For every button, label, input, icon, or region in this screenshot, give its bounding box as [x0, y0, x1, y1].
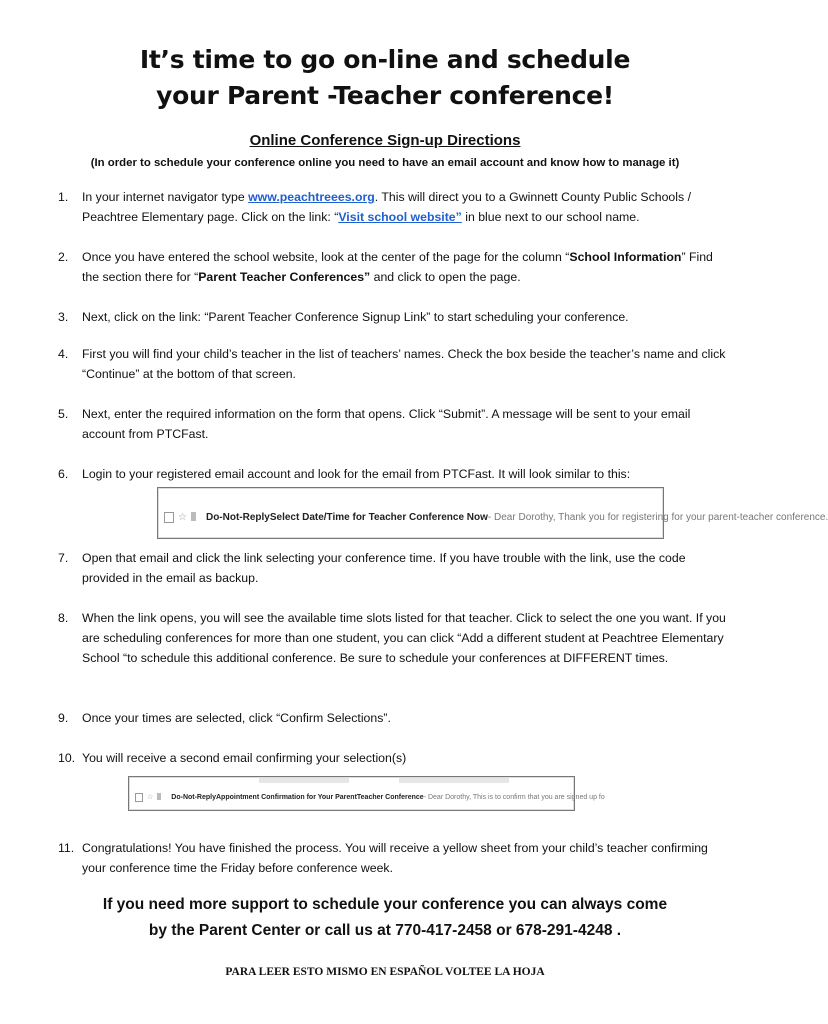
step-number: 11.: [58, 841, 75, 855]
school-information-label: School Information: [569, 250, 682, 264]
step-3: [58, 307, 728, 327]
step-number: 4.: [58, 347, 69, 361]
requirements-note: (In order to schedule your conference online you need to have an email account and know how to manage it): [90, 157, 680, 169]
step-5: [58, 404, 728, 444]
step-text: [82, 187, 728, 227]
step-text-part: . This will direct you to a Gwinnett County Public Schools / Peachtree Elementary page. Click on the link: “: [82, 190, 691, 224]
step-text-part: and click to open the page.: [370, 270, 521, 284]
peachtree-website-link[interactable]: www.peachtreees.org: [248, 190, 375, 204]
support-message-line-2: by the Parent Center or call us at 770-417-2458 or 678-291-4248 .: [148, 922, 622, 939]
email-row: [129, 790, 605, 804]
step-11: [58, 838, 728, 878]
step-7: [58, 548, 728, 588]
step-4: [58, 344, 728, 384]
step-number: 9.: [58, 711, 69, 725]
email-subject: Select Date/Time for Teacher Conference Now: [269, 511, 488, 523]
parent-teacher-conferences-label: Parent Teacher Conferences”: [198, 270, 371, 284]
step-text-part: ” Find the section there for “: [82, 250, 713, 284]
email-sender: Do-Not-Reply: [171, 793, 216, 801]
step-2: [58, 247, 728, 287]
email-row: [158, 508, 828, 526]
step-number: 8.: [58, 611, 69, 625]
section-heading: Online Conference Sign-up Directions: [249, 132, 521, 149]
step-text: You will receive a second email confirming your selection(s): [82, 751, 407, 765]
step-number: 7.: [58, 551, 69, 565]
email-preview-1: [157, 487, 828, 539]
email-subject: Appointment Confirmation for Your ParentTeacher Conference: [216, 793, 424, 801]
label-tag-icon: [157, 793, 161, 800]
step-number: 5.: [58, 407, 69, 421]
email-preview-2: [128, 776, 605, 811]
step-number: 1.: [58, 190, 69, 204]
support-message-line-1: If you need more support to schedule your conference you can always come: [102, 896, 668, 913]
step-text-part: in blue next to our school name.: [461, 210, 640, 224]
step-text: Next, enter the required information on the form that opens. Click “Submit”. A message will be sent to your email account from PTCFast.: [82, 407, 691, 441]
label-tag-icon: [191, 512, 196, 521]
email-snippet: - Dear Dorothy, This is to confirm that you are signed up fo: [423, 793, 605, 801]
email-row-icons: [164, 512, 196, 523]
step-9: [58, 708, 728, 728]
step-text: First you will find your child’s teacher in the list of teachers’ names. Check the box beside the teacher’s name and click “Continue” at the bottom of that screen.: [82, 347, 726, 381]
faded-row-fragment: [259, 778, 349, 783]
step-text-part: In your internet navigator type: [82, 190, 249, 204]
step-10: [58, 748, 728, 768]
step-text: Next, click on the link: “Parent Teacher Conference Signup Link” to start scheduling your conference.: [82, 310, 629, 324]
step-text: Login to your registered email account and look for the email from PTCFast. It will look similar to this:: [82, 467, 631, 481]
star-icon: ☆: [178, 511, 187, 523]
page-title-line-1: It’s time to go on-line and schedule: [139, 45, 631, 74]
email-row-icons: [135, 793, 161, 802]
step-number: 6.: [58, 467, 69, 481]
star-icon: ☆: [147, 793, 154, 801]
visit-school-website-link[interactable]: Visit school website”: [338, 210, 462, 224]
checkbox-icon: [135, 793, 143, 802]
step-number: 2.: [58, 250, 69, 264]
step-number: 3.: [58, 310, 69, 324]
step-8: [58, 608, 728, 668]
step-6: [58, 464, 728, 484]
step-text-part: Once you have entered the school website, look at the center of the page for the column “: [82, 250, 570, 264]
spanish-note: PARA LEER ESTO MISMO EN ESPAÑOL VOLTEE LA HOJA: [225, 966, 545, 978]
step-text: When the link opens, you will see the available time slots listed for that teacher. Click to select the one you want. If you are scheduling conferences for more than one student, you can click “Add a different student at Peachtree Elementary School “to schedule this additional conference. Be sure to schedule your conferences at DIFFERENT times.: [82, 611, 726, 665]
step-number: 10.: [58, 751, 76, 765]
step-text: Open that email and click the link selecting your conference time. If you have trouble with the link, use the code provided in the email as backup.: [82, 551, 686, 585]
email-snippet: - Dear Dorothy, Thank you for registering for your parent-teacher conference.: [487, 511, 828, 523]
email-sender: Do-Not-Reply: [205, 511, 270, 523]
step-text: Congratulations! You have finished the process. You will receive a yellow sheet from your child’s teacher confirming your conference time the Friday before conference week.: [82, 841, 708, 875]
step-text: Once your times are selected, click “Confirm Selections”.: [82, 711, 391, 725]
page-title-line-2: your Parent -Teacher conference!: [156, 81, 614, 110]
checkbox-icon: [164, 512, 174, 523]
faded-row-fragment: [399, 778, 509, 783]
step-text: [82, 247, 728, 287]
step-1: [58, 187, 728, 227]
